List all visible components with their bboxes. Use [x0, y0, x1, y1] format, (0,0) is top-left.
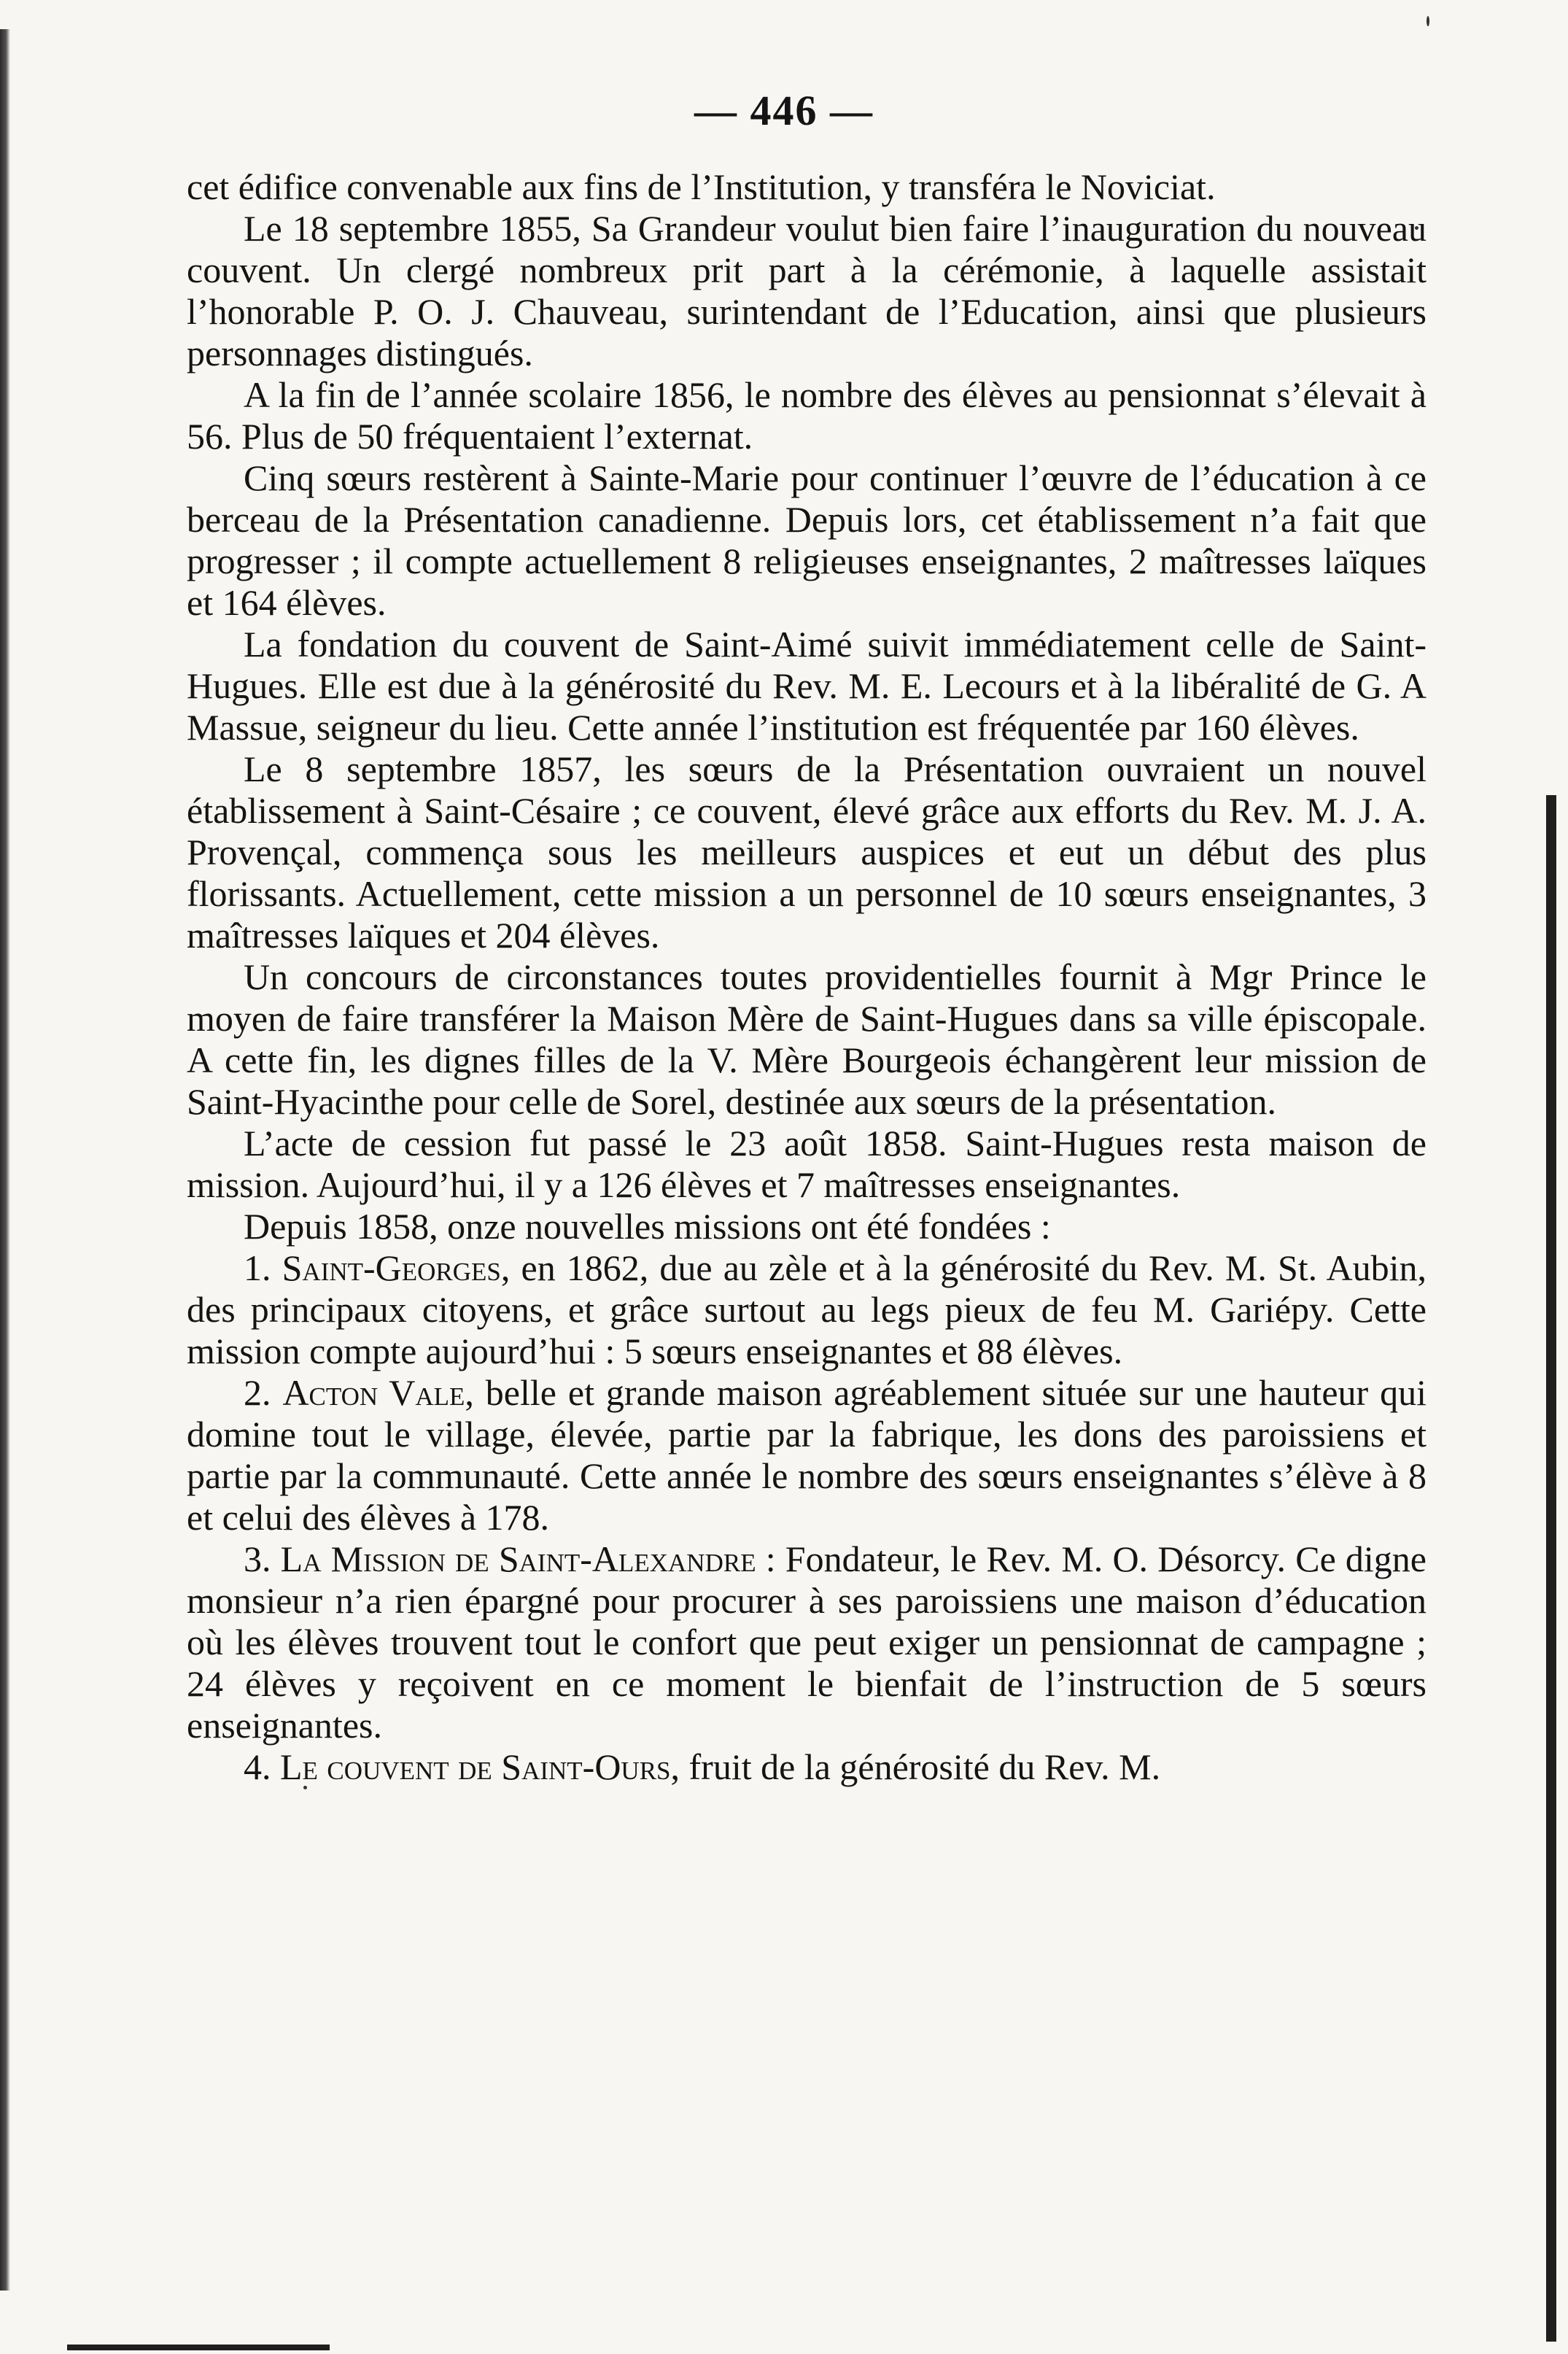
- scan-left-edge: [0, 29, 10, 2291]
- text-run: : Fondateur, le Rev. M. O. Désorcy. Ce digne monsieur n’a rien épargné pour procurer à ses paroissiens une maison d’éducation où les élèves trouvent tout le confort que peut exiger un pensionnat de campagne ; 24 élèves y reçoivent en ce moment le bienfait de l’instruction de 5 sœurs enseignantes.: [187, 1538, 1427, 1746]
- paragraph: [187, 374, 1427, 457]
- paragraph: [187, 624, 1427, 748]
- text-run: Depuis 1858, onze nouvelles missions ont été fondées :: [244, 1206, 1051, 1247]
- text-run: , fruit de la générosité du Rev. M.: [670, 1746, 1161, 1787]
- text-run: 3.: [244, 1538, 281, 1579]
- paragraph: [187, 457, 1427, 624]
- text-run: 4.: [244, 1746, 280, 1787]
- text-run: Cinq sœurs restèrent à Sainte-Marie pour continuer l’œuvre de l’éducation à ce berceau de la Présentation canadienne. Depuis lors, cet établissement n’a fait que progresser ; il compte actuellement 8 religieuses enseignantes, 2 maîtresses laïques et 164 élèves.: [187, 457, 1427, 623]
- text-run: Un concours de circonstances toutes providentielles fournit à Mgr Prince le moyen de faire transférer la Maison Mère de Saint-Hugues dans sa ville épiscopale. A cette fin, les dignes filles de la V. Mère Bourgeois échangèrent leur mission de Saint-Hyacinthe pour celle de Sorel, destinée aux sœurs de la présentation.: [187, 956, 1427, 1122]
- small-caps-heading: La Mission de Saint-Alexandre: [280, 1538, 756, 1579]
- text-run: , belle et grande maison agréablement située sur une hauteur qui domine tout le village, élevée, partie par la fabrique, les dons des paroissiens et partie par la communauté. Cette année le nombre des sœurs enseignantes s’élève à 8 et celui des élèves à 178.: [187, 1372, 1427, 1538]
- paragraph: [187, 208, 1427, 374]
- text-run: 2.: [244, 1372, 283, 1413]
- small-caps-heading: Acton Vale: [282, 1372, 465, 1413]
- paragraph: [187, 748, 1427, 956]
- text-run: cet édifice convenable aux fins de l’Institution, y transféra le Noviciat.: [187, 166, 1216, 207]
- text-run: La fondation du couvent de Saint-Aimé suivit immédiatement celle de Saint-Hugues. Elle est due à la générosité du Rev. M. E. Lecours et à la libéralité de G. A Massue, seigneur du lieu. Cette année l’institution est fréquentée par 160 élèves.: [187, 624, 1427, 748]
- paragraph: [187, 1123, 1427, 1206]
- paragraph: [187, 1538, 1427, 1746]
- text-run: , en 1862, due au zèle et à la générosité du Rev. M. St. Aubin, des principaux citoyens, et grâce surtout au legs pieux de feu M. Gariépy. Cette mission compte aujourd’hui : 5 sœurs enseignantes et 88 élèves.: [187, 1247, 1427, 1371]
- text-run: A la fin de l’année scolaire 1856, le nombre des élèves au pensionnat s’élevait à 56. Plus de 50 fréquentaient l’externat.: [187, 374, 1427, 457]
- paragraph: [187, 1372, 1427, 1538]
- body-text: [187, 166, 1427, 1788]
- text-run: Le 8 septembre 1857, les sœurs de la Présentation ouvraient un nouvel établissement à Saint-Césaire ; ce couvent, élevé grâce aux efforts du Rev. M. J. A. Provençal, commença sous les meilleurs auspices et eut un début des plus florissants. Actuellement, cette mission a un personnel de 10 sœurs enseignantes, 3 maîtresses laïques et 204 élèves.: [187, 748, 1427, 956]
- paragraph: [187, 1206, 1427, 1247]
- scan-bottom-edge: [67, 2345, 330, 2350]
- scan-speck: [1427, 16, 1429, 26]
- page-number: — 446 —: [694, 87, 874, 134]
- text-run: Le 18 septembre 1855, Sa Grandeur voulut bien faire l’inauguration du nouveau couvent. Un clergé nombreux prit part à la cérémonie, à laquelle assistait l’honorable P. O. J. Chauveau, surintendant de l’Education, ainsi que plusieurs personnages distingués.: [187, 208, 1427, 373]
- paragraph: [187, 166, 1427, 208]
- paragraph: [187, 1247, 1427, 1372]
- small-caps-heading: Saint-Georges: [282, 1247, 501, 1288]
- text-run: L’acte de cession fut passé le 23 août 1858. Saint-Hugues resta maison de mission. Aujourd’hui, il y a 126 élèves et 7 maîtresses enseignantes.: [187, 1123, 1427, 1205]
- small-caps-heading: Le couvent de Saint-Ours: [280, 1746, 671, 1787]
- paragraph: [187, 956, 1427, 1123]
- paragraph: [187, 1746, 1427, 1788]
- scan-right-edge: [1546, 795, 1556, 2342]
- text-run: 1.: [244, 1247, 282, 1288]
